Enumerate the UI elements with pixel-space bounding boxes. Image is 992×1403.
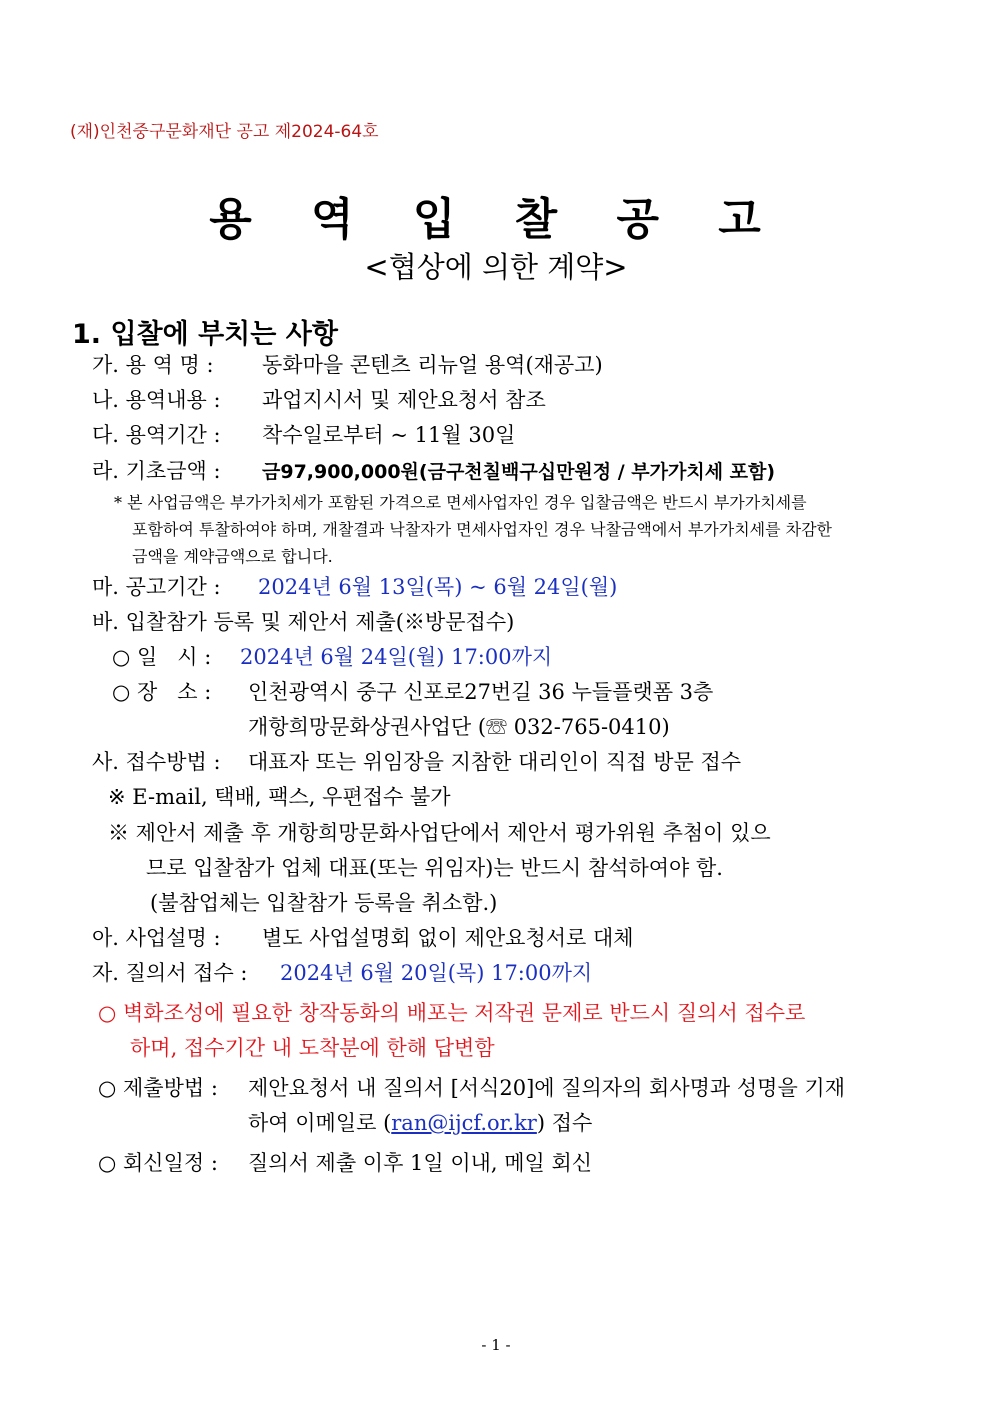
section-heading: 1. 입찰에 부치는 사항 xyxy=(72,319,338,350)
vat-note-line3: 금액을 계약금액으로 합니다. xyxy=(132,547,333,566)
vat-note-line2: 포함하여 투찰하여야 하며, 개찰결과 낙찰자가 면세사업자인 경우 낙찰금액에서 부가가치세를 차감한 xyxy=(132,520,833,539)
item-ra-value: 금97,900,000원(금구천칠백구십만원정 / 부가가치세 포함) xyxy=(262,461,776,483)
item-da-value: 착수일로부터 ~ 11월 30일 xyxy=(262,423,516,447)
item-sa-note2-line3: (불참업체는 입찰참가 등록을 취소함.) xyxy=(150,891,498,915)
item-ba-place-value2: 개항희망문화상권사업단 (☏ 032-765-0410) xyxy=(248,715,670,739)
submit-value-pre: 하여 이메일로 ( xyxy=(248,1111,392,1135)
item-sa-note1: ※ E-mail, 택배, 팩스, 우편접수 불가 xyxy=(108,785,451,809)
item-ja-red-line1: ○ 벽화조성에 필요한 창작동화의 배포는 저작권 문제로 반드시 질의서 접수로 xyxy=(98,1001,806,1025)
page-number: - 1 - xyxy=(481,1336,511,1354)
item-ma-value: 2024년 6월 13일(목) ~ 6월 24일(월) xyxy=(258,575,618,599)
item-ra-label: 라. 기초금액 : xyxy=(92,459,221,483)
vat-note-line1: * 본 사업금액은 부가가치세가 포함된 가격으로 면세사업자인 경우 입찰금액은 반드시 부가가치세를 xyxy=(114,493,807,512)
item-a-value: 별도 사업설명회 없이 제안요청서로 대체 xyxy=(262,926,634,950)
email-link[interactable]: ran@ijcf.or.kr xyxy=(391,1111,537,1135)
page-title: 용 역 입 찰 공 고 xyxy=(209,194,783,245)
item-sa-note2-line1: ※ 제안서 제출 후 개항희망문화사업단에서 제안서 평가위원 추첨이 있으 xyxy=(108,821,771,845)
item-sa-value: 대표자 또는 위임장을 지참한 대리인이 직접 방문 접수 xyxy=(248,750,742,774)
item-a-label: 아. 사업설명 : xyxy=(92,926,221,950)
item-ja-reply-value: 질의서 제출 이후 1일 이내, 메일 회신 xyxy=(248,1151,593,1175)
item-ba-place-label: ○ 장 소 : xyxy=(112,680,212,704)
item-ja-submit-label: ○ 제출방법 : xyxy=(98,1076,218,1100)
submit-value-post: ) 접수 xyxy=(536,1111,593,1135)
item-sa-label: 사. 접수방법 : xyxy=(92,750,221,774)
item-da-label: 다. 용역기간 : xyxy=(92,423,221,447)
item-ja-reply-label: ○ 회신일정 : xyxy=(98,1151,218,1175)
page-subtitle: <협상에 의한 계약> xyxy=(364,250,628,284)
item-sa-note2-line2: 므로 입찰참가 업체 대표(또는 위임자)는 반드시 참석하여야 함. xyxy=(146,856,723,880)
item-na-value: 과업지시서 및 제안요청서 참조 xyxy=(262,388,546,412)
item-ja-submit-value1: 제안요청서 내 질의서 [서식20]에 질의자의 회사명과 성명을 기재 xyxy=(248,1076,845,1100)
item-ja-submit-value2 xyxy=(248,1109,592,1137)
item-ba-label: 바. 입찰참가 등록 및 제안서 제출(※방문접수) xyxy=(92,610,515,634)
item-ja-label: 자. 질의서 접수 : xyxy=(92,961,248,985)
item-ga-value: 동화마을 콘텐츠 리뉴얼 용역(재공고) xyxy=(262,353,603,377)
item-ja-red-line2: 하며, 접수기간 내 도착분에 한해 답변함 xyxy=(130,1036,495,1060)
item-ba-place-value1: 인천광역시 중구 신포로27번길 36 누들플랫폼 3층 xyxy=(248,680,714,704)
item-ba-date-label: ○ 일 시 : xyxy=(112,645,212,669)
notice-number: (재)인천중구문화재단 공고 제2024-64호 xyxy=(70,122,379,142)
item-na-label: 나. 용역내용 : xyxy=(92,388,221,412)
item-ga-label: 가. 용 역 명 : xyxy=(92,353,214,377)
item-ma-label: 마. 공고기간 : xyxy=(92,575,221,599)
item-ba-date-value: 2024년 6월 24일(월) 17:00까지 xyxy=(240,645,553,669)
item-ja-value: 2024년 6월 20일(목) 17:00까지 xyxy=(280,961,593,985)
